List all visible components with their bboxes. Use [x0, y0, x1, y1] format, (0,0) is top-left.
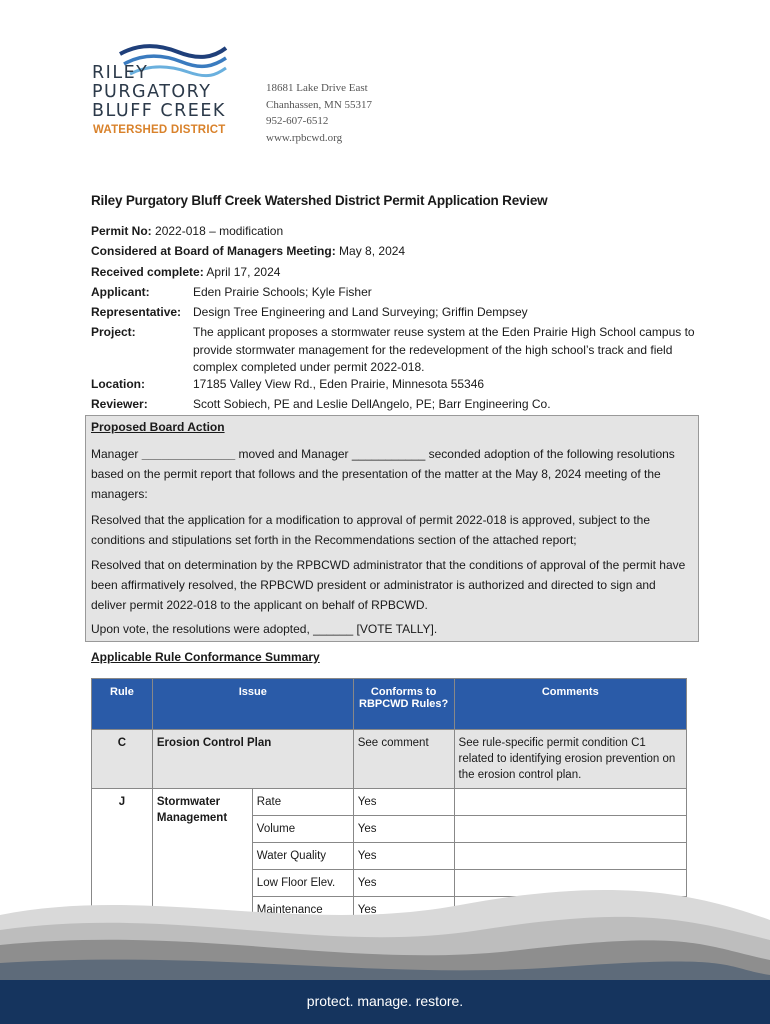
project-value: The applicant proposes a stormwater reuse system at the Eden Prairie High School campus to provide stormwater management for the redevelopment of the high school’s track and field complex completed under permit 2022-018. [193, 325, 695, 374]
header-conforms: Conforms to RBPCWD Rules? [353, 679, 454, 730]
document-title: Riley Purgatory Bluff Creek Watershed District Permit Application Review [91, 193, 548, 208]
sub-issue-maintenance: Maintenance [256, 904, 323, 916]
rule-j: J [118, 796, 126, 808]
conforms-c: See comment [357, 737, 429, 749]
table-header-row [92, 679, 687, 730]
conforms-water-quality: Yes [357, 850, 377, 862]
comments-c: See rule-specific permit condition C1 related to identifying erosion prevention on the erosion control plan. [458, 737, 676, 781]
applicant-label: Applicant: [91, 285, 150, 299]
representative-label: Representative: [91, 305, 182, 319]
location-label: Location: [91, 377, 145, 391]
proposed-action-box [85, 415, 699, 642]
sub-issue-volume: Volume [256, 823, 296, 835]
meeting-label: Considered at Board of Managers Meeting: [91, 244, 336, 258]
manager-blank: ______________ [141, 447, 236, 461]
received-line [91, 264, 280, 280]
header-rule: Rule [92, 679, 153, 730]
permit-no-value: 2022-018 – modification [155, 224, 284, 238]
table-row [92, 789, 687, 816]
permit-no-line [91, 223, 283, 239]
table-row [92, 730, 687, 789]
address-city: Chanhassen, MN 55317 [266, 98, 373, 111]
sub-issue-water-quality: Water Quality [256, 850, 327, 862]
reviewer-label: Reviewer: [91, 397, 148, 411]
action-paragraph-3: Resolved that on determination by the RPBCWD administrator that the conditions of approval of the permit have been affirmatively resolved, the RPBCWD president or administrator is authorized and directed to sign and deliver permit 2022-018 to the applicant on behalf of RPBCWD. [91, 558, 686, 612]
logo-text-riley: RILEY [92, 63, 149, 83]
logo-text-purgatory: PURGATORY [92, 82, 212, 102]
representative-value: Design Tree Engineering and Land Surveying; Griffin Dempsey [193, 305, 528, 319]
conforms-volume: Yes [357, 823, 377, 835]
received-label: Received complete: [91, 265, 204, 279]
rule-c: C [117, 737, 127, 749]
action-paragraph-2: Resolved that the application for a modification to approval of permit 2022-018 is approved, subject to the conditions and stipulations set forth in the Recommendations section of the attached report; [91, 513, 651, 547]
action-paragraph-1 [91, 444, 691, 504]
location-value: 17185 Valley View Rd., Eden Prairie, Minnesota 55346 [193, 377, 485, 391]
proposed-action-heading: Proposed Board Action [91, 420, 225, 434]
action-p1-rest: moved and Manager ___________ seconded adoption of the following resolutions based on the permit report that follows and the presentation of the matter at the May 8, 2024 meeting of the managers: [91, 447, 675, 501]
address-phone: 952-607-6512 [266, 115, 329, 127]
conforms-low-floor: Yes [357, 877, 377, 889]
footer-tagline: protect. manage. restore. [306, 993, 464, 1009]
logo-text-bluff-creek: BLUFF CREEK [92, 101, 226, 121]
project-label: Project: [91, 325, 136, 339]
header-comments: Comments [454, 679, 686, 730]
address-block [266, 80, 372, 146]
applicant-value: Eden Prairie Schools; Kyle Fisher [193, 285, 372, 299]
address-web: www.rpbcwd.org [266, 131, 343, 144]
action-p1-start: Manager [91, 447, 142, 461]
sub-issue-low-floor: Low Floor Elev. [256, 877, 336, 889]
footer-landscape-waves [0, 875, 770, 985]
received-value: April 17, 2024 [206, 265, 281, 279]
conforms-rate: Yes [357, 796, 377, 808]
issue-erosion: Erosion Control Plan [156, 737, 272, 749]
meeting-value: May 8, 2024 [339, 244, 406, 258]
conforms-maintenance: Yes [357, 904, 377, 916]
summary-heading: Applicable Rule Conformance Summary [91, 650, 320, 664]
reviewer-value: Scott Sobiech, PE and Leslie DellAngelo, PE; Barr Engineering Co. [193, 397, 551, 411]
header-issue: Issue [152, 679, 353, 730]
address-street: 18681 Lake Drive East [266, 82, 368, 94]
issue-stormwater: Stormwater Management [156, 796, 228, 824]
sub-issue-rate: Rate [256, 796, 282, 808]
meeting-line [91, 243, 405, 259]
action-paragraph-4: Upon vote, the resolutions were adopted, ______ [VOTE TALLY]. [91, 622, 438, 636]
logo-text-watershed: WATERSHED DISTRICT [93, 124, 226, 136]
permit-no-label: Permit No: [91, 224, 152, 238]
